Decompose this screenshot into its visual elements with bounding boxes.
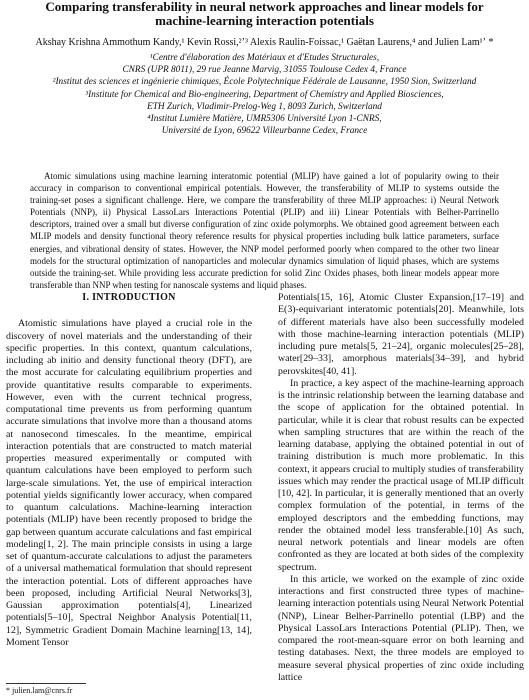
affiliation-line: ⁴Institut Lumière Matière, UMR5306 Université Lyon 1-CNRS, xyxy=(147,114,382,125)
paragraph: In this article, we worked on the example of zinc oxide interactions and first constructed three types of machine-learning interaction potentials using Neural Network Potential (NNP), Linear Belher-Parrinello potential (LBP) and the Physical LassoLars Interactions Potential (PLIP). Then, we compared the root-mean-square error on both learning and testing databases. Next, the three models are employed to measure several physical properties of zinc oxide including lattice xyxy=(278,573,524,683)
affiliation-line: ²Institut des sciences et ingénierie chimiques, École Polytechnique Fédérale de Lausanne, 1950 Sion, Switzerland xyxy=(52,77,477,88)
footnote-divider xyxy=(6,683,86,684)
affiliation-line: CNRS (UPR 8011), 29 rue Jeanne Marvig, 31055 Toulouse Cedex 4, France xyxy=(122,65,407,76)
affiliation-line: ¹Centre d'élaboration des Matériaux et d'Etudes Structurales, xyxy=(149,53,380,63)
abstract-text: Atomic simulations using machine learning interatomic potential (MLIP) have gained a lot of popularity owing to their accuracy in comparison to conventional empirical potentials. However, the transferability of MLIP to systems outside the training-set poses a significant challenge. Here, we compare the transferability of three MLIP approaches: i) Neural Network Potentials (NNP), ii) Physical LassoLars Interactions Potential (PLIP) and iii) Linear Potentials with Belher-Parrinello descriptors, trained over a small but diverse configuration of zinc oxide polymorphs. We obtained good agreement between each MLIP models and density functional theory reference results for physical properties including bulk lattice parameters, surface energies, and vibrational density of states. However, the NNP model performed poorly when compared to the other two linear models for the structural optimization of nanoparticles and molecular dynamics simulation of liquid phases, which are systems outside the training-set. While providing less accurate prediction for solid Zinc Oxides phases, both linear models appear more transferable than NNP when testing for nanoscale systems and liquid phases. xyxy=(30,171,499,290)
paragraph: Potentials[15, 16], Atomic Cluster Expansion,[17–19] and E(3)-equivariant interatomic potentials[20]. Meanwhile, lots of different materials have also been successfully modeled with those machine-learning interaction potentials (MLIP) including pure metals[5, 21–24], organic molecules[25–28], water[29–33], amorphous materials[34–39], and hybrid perovskites[40, 41]. xyxy=(278,292,524,377)
affiliation-line: ETH Zurich, Vladimir-Prelog-Weg 1, 8093 Zurich, Switzerland xyxy=(147,101,382,112)
paragraph: Atomistic simulations have played a crucial role in the discovery of novel materials and the understanding of their specific properties. In this context, quantum calculations, including ab initio and density functional theory (DFT), are the most accurate for calculating equilibrium properties and provide quantitative results comparable to experiments. However, even with the current technical progress, computational time prevents us from performing quantum accurate simulations that involve more than a thousand atoms at nanosecond timescales. In the meantime, empirical interaction potentials that are constructed to match material properties measured experimentally or computed with quantum calculations have been employed to perform such large-scale simulations. Yet, the use of empirical interaction potential yields significantly lower accuracy, when compared to quantum calculations. Machine-learning interaction potentials (MLIP) have been recently proposed to bridge the gap between quantum accurate calculations and fast empirical modeling[1, 2]. The main principle consists in using a large set of quantum-accurate calculations to adjust the parameters of a universal mathematical formulation that should represent the interaction potential. Lots of different approaches have been proposed, including Artificial Neural Networks[3], Gaussian approximation potentials[4], Linearized potentials[5–10], Spectral Neighbor Analysis Potential[11, 12], Symmetric Gradient Domain Machine learning[13, 14], Moment Tensor xyxy=(6,318,252,648)
paper-title: Comparing transferability in neural network approaches and linear models for machine-learning interaction potentials xyxy=(45,0,484,28)
affiliations xyxy=(10,52,519,137)
affiliation-line: ³Institute for Chemical and Bio-engineering, Department of Chemistry and Applied Biosciences, xyxy=(85,89,444,100)
right-column xyxy=(278,292,524,684)
section-heading: I. INTRODUCTION xyxy=(82,292,176,303)
left-column xyxy=(6,292,252,649)
abstract xyxy=(30,170,499,291)
footnote-email: * julien.lam@cnrs.fr xyxy=(6,686,73,695)
paragraph: In practice, a key aspect of the machine-learning approach is the intrinsic relationship between the learning database and the scope of application for the obtained potential. In particular, while it is clear that robust results can be expected when sampling structures that are within the reach of the learning database, applying the obtained potential in out of training distribution is much more problematic. In this context, it appears crucial to multiply studies of transferability issues which may render the practical usage of MLIP difficult [10, 42]. In particular, it is generally mentioned that an overly complex formulation of the potential, in terms of the employed descriptors and the embedding functions, may render the obtained model less transferable.[10] As such, neural network potentials and linear models are often confronted as they are located at both sides of the complexity spectrum. xyxy=(278,377,524,573)
affiliation-line: Université de Lyon, 69622 Villeurbanne Cedex, France xyxy=(161,126,368,137)
author-list: Akshay Krishna Ammothum Kandy,¹ Kevin Rossi,²ʼ³ Alexis Raulin-Foissac,¹ Gaëtan Laurens,⁴ and Julien Lam¹ʼ * xyxy=(35,37,494,48)
